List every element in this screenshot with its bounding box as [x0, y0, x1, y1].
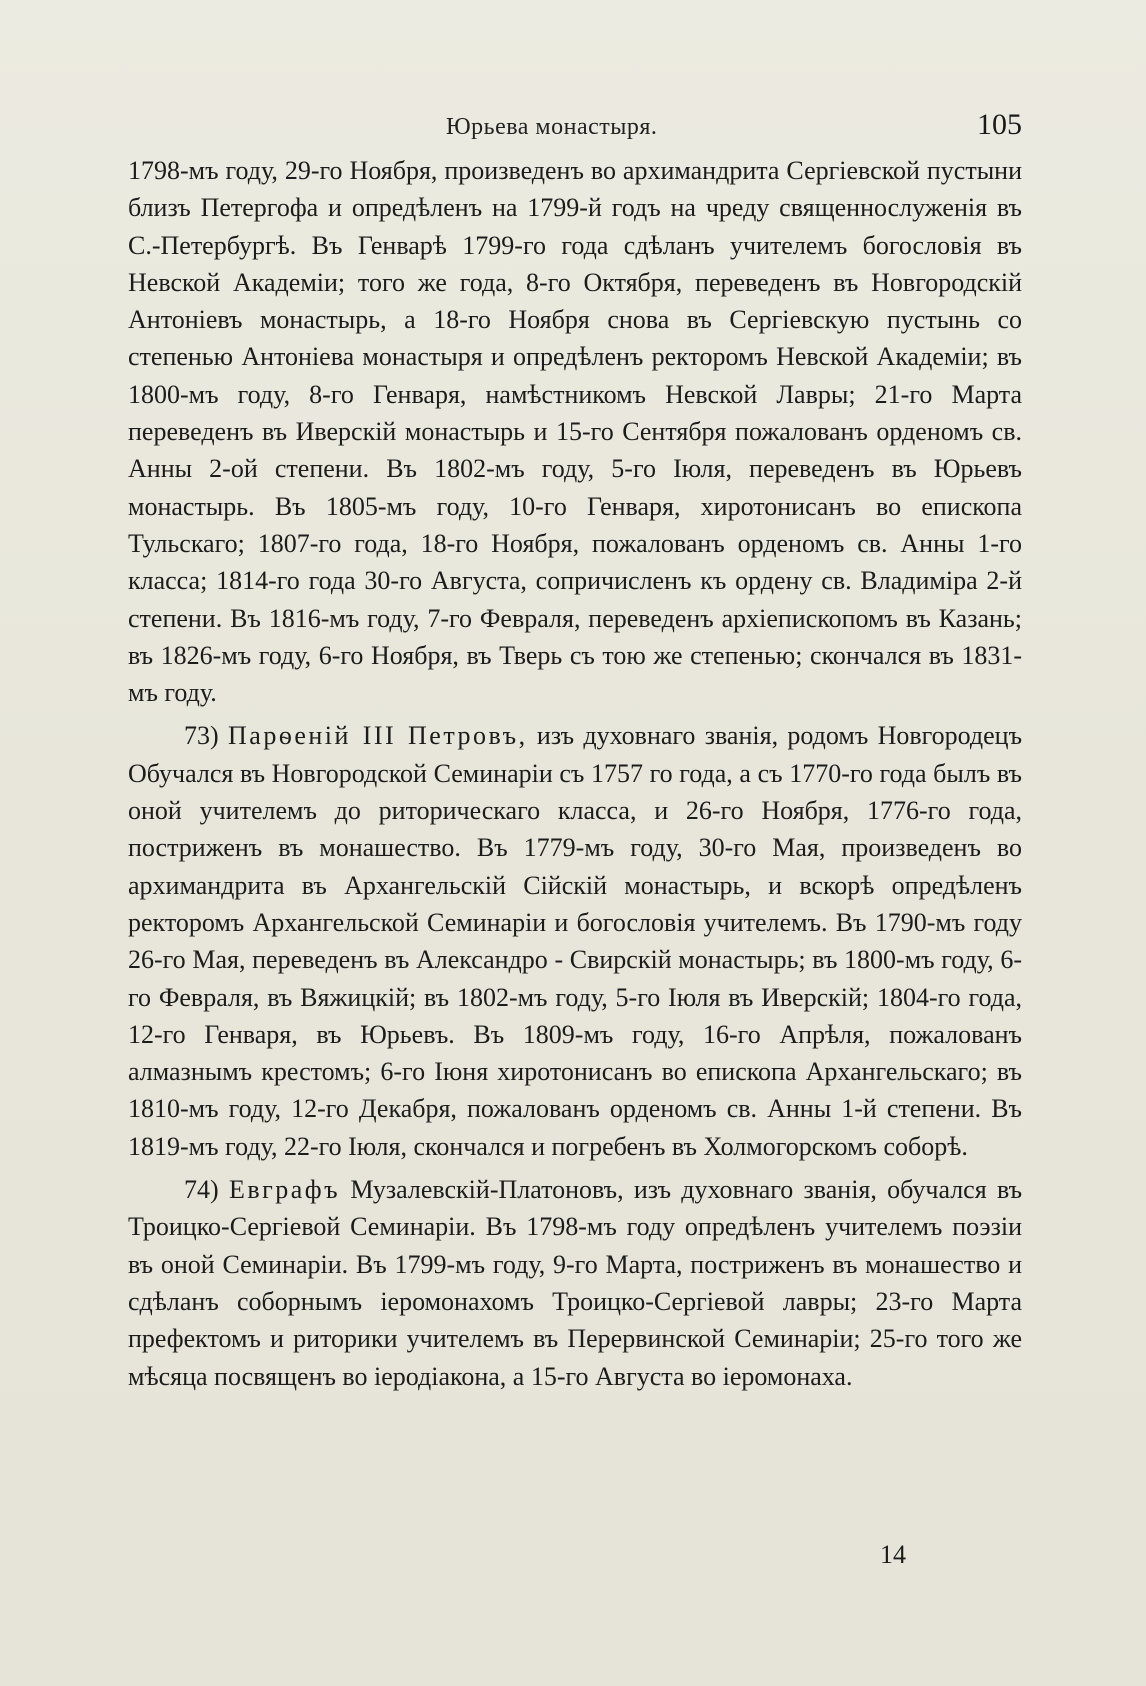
entry-text: Музалевскій-Платоновъ, изъ духовнаго званія, обучался въ Троицко-Сергіевой Семинаріи. Въ 1798-мъ году опредѣленъ учителемъ поэзіи въ оной Семинаріи. Въ 1799-мъ году, 9-го Марта, постриженъ въ монашество и сдѣланъ соборнымъ іеромонахомъ Троицко-Сергіевой лавры; 23-го Марта префектомъ и риторики учителемъ въ Перервинской Семинаріи; 25-го того же мѣсяца посвященъ во іеродіакона, а 15-го Августа во іеромонаха.: [128, 1175, 1023, 1391]
entry-74: [128, 1171, 1022, 1395]
running-title: Юрьева монастыря.: [446, 114, 658, 140]
entry-text: изъ духовнаго званія, родомъ Новгородецъ Обучался въ Новгородской Семинаріи съ 1757 го года, а съ 1770-го года былъ въ оной учителемъ до риторическаго класса, и 26-го Ноября, 1776-го года, постриженъ въ монашество. Въ 1779-мъ году, 30-го Мая, произведенъ во архимандрита въ Архангельскій Сійскій монастырь, и вскорѣ опредѣленъ ректоромъ Архангельской Семинаріи и богословія учителемъ. Въ 1790-мъ году 26-го Мая, переведенъ въ Александро - Свирскій монастырь; въ 1800-мъ году, 6-го Февраля, въ Вяжицкій; въ 1802-мъ году, 5-го Іюля въ Иверскій; 1804-го года, 12-го Генваря, въ Юрьевъ. Въ 1809-мъ году, 16-го Апрѣля, пожалованъ алмазнымъ крестомъ; 6-го Іюня хиротонисанъ во епископа Архангельскаго; въ 1810-мъ году, 12-го Декабря, пожалованъ орденомъ св. Анны 1-й степени. Въ 1819-мъ году, 22-го Іюля, скончался и погребенъ въ Холмогорскомъ соборѣ.: [128, 721, 1023, 1161]
entry-name: Евграфъ: [228, 1175, 341, 1205]
entry-number: 73): [184, 721, 219, 751]
paragraph-continuation: [128, 152, 1022, 711]
page-header: [128, 108, 1022, 148]
body-text: [128, 152, 1022, 1395]
entry-number: 74): [184, 1175, 219, 1205]
signature-mark: 14: [880, 1540, 906, 1569]
paragraph-text: 1798-мъ году, 29-го Ноября, произведенъ во архимандрита Сергіевской пустыни близъ Петергофа и опредѣленъ на 1799-й годъ на чреду священнослуженія въ С.-Петербургѣ. Въ Генварѣ 1799-го года сдѣланъ учителемъ богословія въ Невской Академіи; того же года, 8-го Октября, переведенъ въ Новгородскій Антоніевъ монастырь, а 18-го Ноября снова въ Сергіевскую пустынь со степенью Антоніева монастыря и опредѣленъ ректоромъ Невской Академіи; въ 1800-мъ году, 8-го Генваря, намѣстникомъ Невской Лавры; 21-го Марта переведенъ въ Иверскій монастырь и 15-го Сентября пожалованъ орденомъ св. Анны 2-ой степени. Въ 1802-мъ году, 5-го Іюля, переведенъ въ Юрьевъ монастырь. Въ 1805-мъ году, 10-го Генваря, хиротонисанъ во епископа Тульскаго; 1807-го года, 18-го Ноября, пожалованъ орденомъ св. Анны 1-го класса; 1814-го года 30-го Августа, сопричисленъ къ ордену св. Владиміра 2-й степени. Въ 1816-мъ году, 7-го Февраля, переведенъ архіепископомъ въ Казань; въ 1826-мъ году, 6-го Ноября, въ Тверь съ тою же степенью; скончался въ 1831-мъ году.: [128, 156, 1022, 708]
entry-73: [128, 717, 1022, 1165]
entry-name: Парѳеній III Петровъ,: [228, 721, 528, 751]
page-number: 105: [977, 108, 1022, 141]
